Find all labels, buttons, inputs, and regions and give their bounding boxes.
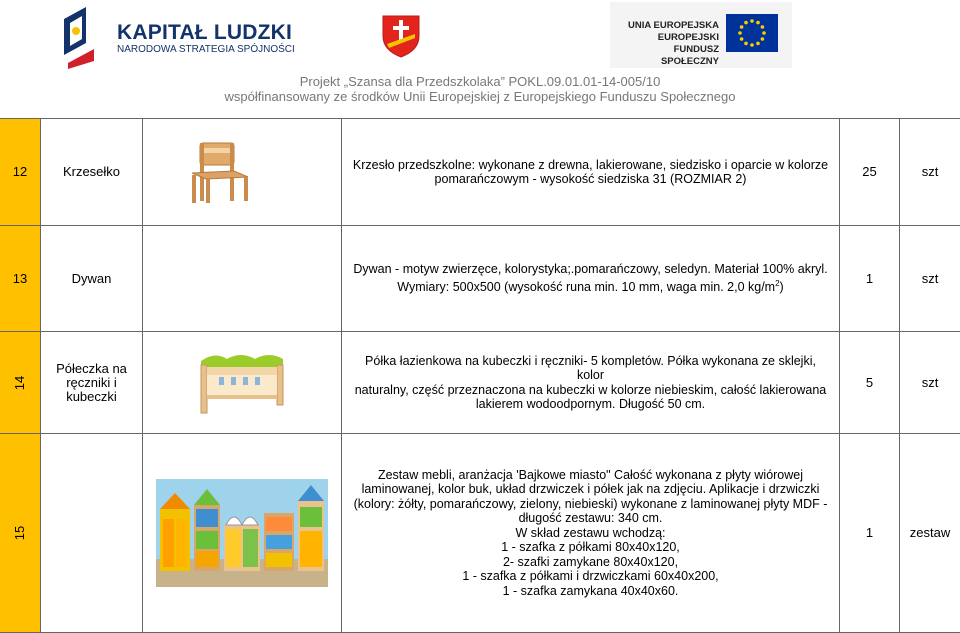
eu-star-icon xyxy=(761,37,765,41)
item-name xyxy=(41,434,143,632)
project-title: Projekt „Szansa dla Przedszkolaka” POKL.09.01.01-14-005/10 xyxy=(299,74,661,89)
eu-star-icon xyxy=(761,25,765,29)
item-image-cell xyxy=(143,226,342,331)
item-unit: szt xyxy=(921,270,939,286)
item-unit: szt xyxy=(921,164,939,179)
eu-star-icon xyxy=(750,43,754,47)
eu-star-icon xyxy=(744,42,748,46)
description-line: Krzesło przedszkolne: wykonane z drewna, lakierowane, siedzisko i oparcie w kolorze xyxy=(352,157,829,172)
item-description xyxy=(342,332,840,433)
table-row xyxy=(0,226,960,332)
description-line: 1 - szafka z półkami 80x40x120, xyxy=(501,540,680,555)
cofinance-note: współfinansowany ze środków Unii Europejskiej z Europejskiego Funduszu Społecznego xyxy=(224,89,736,104)
chair-image xyxy=(186,139,258,205)
item-description xyxy=(342,119,840,225)
table-row xyxy=(0,119,960,226)
item-image-cell xyxy=(143,434,342,632)
items-table xyxy=(0,118,960,633)
table-row xyxy=(0,434,960,633)
description-line: Zestaw mebli, aranżacja 'Bajkowe miasto" Całość wykonana z płyty wiórowej xyxy=(377,467,804,482)
item-name-line: kubeczki xyxy=(66,388,117,404)
eu-line-2: EUROPEJSKI xyxy=(657,32,719,43)
towel-shelf-image xyxy=(197,351,287,415)
item-name: Krzesełko xyxy=(41,119,143,225)
furniture-set-image xyxy=(156,479,328,587)
row-number: 12 xyxy=(0,119,41,225)
description-line: lakierem wodoodpornym. Długość 50 cm. xyxy=(475,397,706,411)
eu-line-1: UNIA EUROPEJSKA xyxy=(628,20,719,31)
description-line: (kolory: żółty, pomarańczowy, zielony, niebieski) wykonane z laminowanej płyty MDF - xyxy=(353,496,828,511)
description-line: długość zestawu: 340 cm. xyxy=(518,511,663,526)
item-description xyxy=(342,434,840,632)
item-image-cell xyxy=(143,119,342,225)
item-name: Dywan xyxy=(41,226,143,331)
eu-text xyxy=(627,20,719,68)
eu-star-icon xyxy=(740,25,744,29)
item-unit: zestaw xyxy=(909,525,951,540)
kapital-ludzki-title: KAPITAŁ LUDZKI xyxy=(117,21,293,44)
item-quantity: 5 xyxy=(840,332,900,433)
row-number: 14 xyxy=(0,332,41,433)
item-description xyxy=(342,226,840,331)
description-line: pomarańczowym - wysokość siedziska 31 (ROZMIAR 2) xyxy=(434,172,747,186)
table-row xyxy=(0,332,960,434)
kapital-ludzki-subtitle: NARODOWA STRATEGIA SPÓJNOŚCI xyxy=(117,44,295,55)
eu-star-icon xyxy=(750,19,754,23)
description-line: Półka łazienkowa na kubeczki i ręczniki- 5 kompletów. Półka wykonana ze sklejki, kolor xyxy=(365,353,816,382)
coat-of-arms-icon xyxy=(381,14,421,58)
item-quantity: 1 xyxy=(840,226,900,331)
item-image-cell xyxy=(143,332,342,433)
eu-star-icon xyxy=(762,31,766,35)
eu-line-3: FUNDUSZ SPOŁECZNY xyxy=(660,44,719,67)
eu-star-icon xyxy=(738,31,742,35)
eu-star-icon xyxy=(756,21,760,25)
item-name xyxy=(41,332,143,433)
kapital-ludzki-logo xyxy=(60,3,100,69)
description-line: Dywan - motyw zwierzęce, kolorystyka;.pomarańczowy, seledyn. Materiał 100% akryl. xyxy=(353,262,828,277)
eu-star-icon xyxy=(740,37,744,41)
row-number: 13 xyxy=(0,226,41,331)
description-line: naturalny, część przeznaczona na kubeczki w kolorze niebieskim, całość lakierowana xyxy=(354,382,827,397)
eu-star-icon xyxy=(744,21,748,25)
description-line: 1 - szafka zamykana 40x40x60. xyxy=(502,583,679,598)
item-unit: szt xyxy=(921,374,939,390)
row-number: 15 xyxy=(0,434,41,632)
description-line: 1 - szafka z półkami i drzwiczkami 60x40x200, xyxy=(462,569,719,584)
description-line: 2- szafki zamykane 80x40x120, xyxy=(502,554,679,569)
item-name-line: ręczniki i xyxy=(66,374,117,390)
eu-star-icon xyxy=(756,42,760,46)
item-quantity: 25 xyxy=(840,119,900,225)
eu-flag-icon xyxy=(726,14,778,52)
description-line: laminowanej, kolor buk, układ drzwiczek i półek jak na zdjęciu. Aplikacje i drzwiczki xyxy=(361,482,820,497)
eu-logo xyxy=(610,2,792,68)
description-line: W skład zestawu wchodzą: xyxy=(515,525,666,540)
document-header xyxy=(0,0,960,118)
item-name-line: Półeczka na xyxy=(56,360,127,376)
description-line: Wymiary: 500x500 (wysokość runa min. 10 mm, waga min. 2,0 $kg/m^2$) xyxy=(397,278,784,295)
item-quantity: 1 xyxy=(840,434,900,632)
